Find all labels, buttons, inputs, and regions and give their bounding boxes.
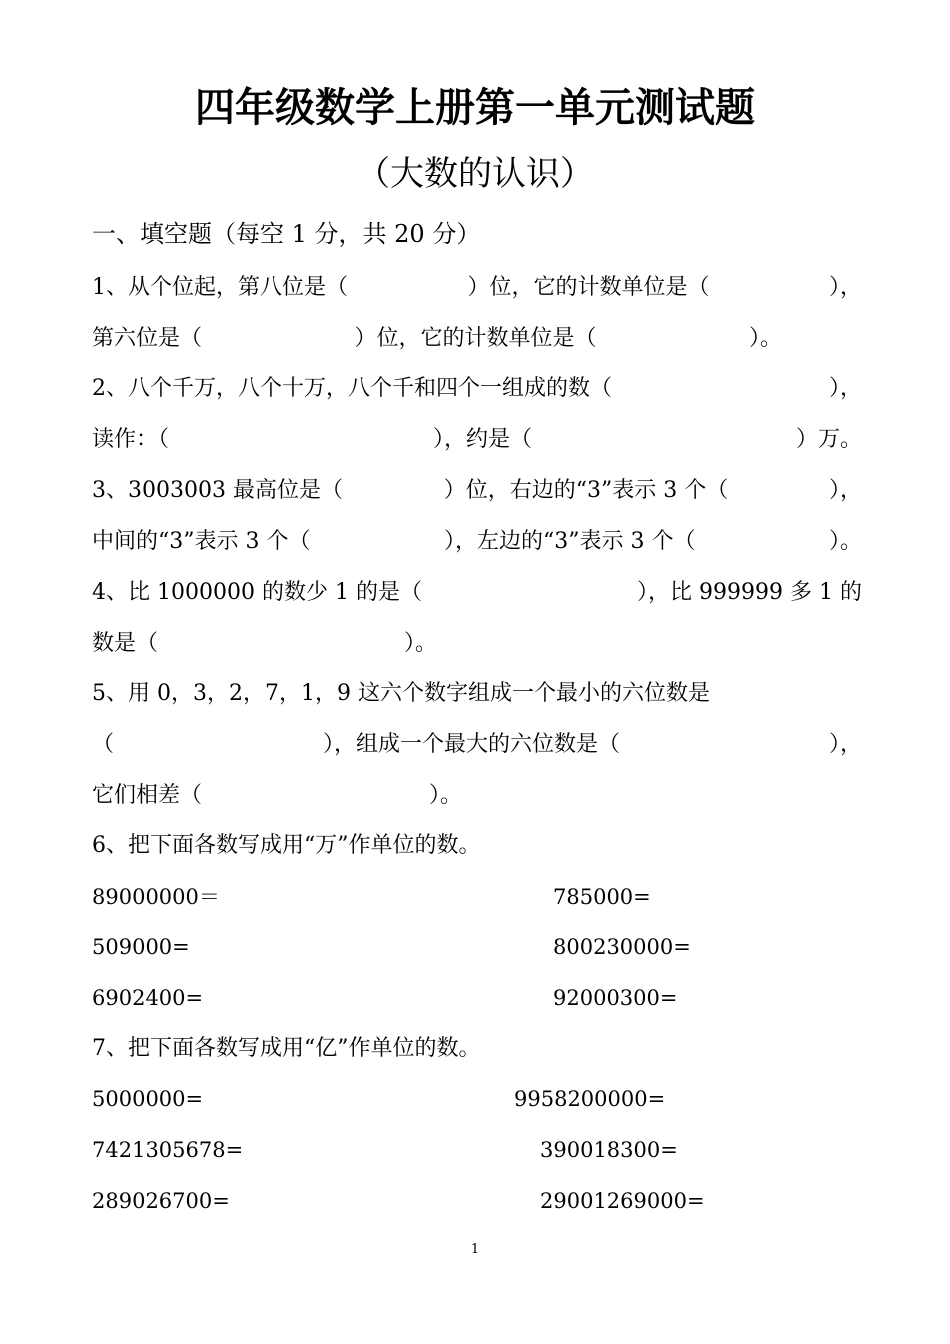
q6-item-3: 509000= <box>92 935 190 959</box>
q1-text-e: ）位，它的计数单位是（ <box>354 326 597 351</box>
question-3-line-1 <box>92 474 862 508</box>
q7-item-4: 390018300= <box>540 1138 678 1162</box>
q5-text-c: ）， <box>828 732 862 757</box>
q2-text-c: 读作：（ <box>92 427 170 452</box>
q4-text-a: 4、比 1000000 的数少 1 的是（ <box>92 580 422 605</box>
question-2-line-2 <box>92 423 862 457</box>
q3-text-d: 中间的“3”表示 3 个（ <box>92 529 311 554</box>
q6-item-6: 92000300= <box>553 986 678 1010</box>
section-heading: 一、填空题（每空 1 分，共 20 分） <box>92 220 481 248</box>
question-5-line-1: 5、用 0，3，2，7，1，9 这六个数字组成一个最小的六位数是 <box>92 681 710 706</box>
q5-text-d: 它们相差（ <box>92 783 203 808</box>
q1-text-f: ）。 <box>748 326 782 351</box>
q1-text-b: ）位，它的计数单位是（ <box>467 275 710 300</box>
q6-item-4: 800230000= <box>553 935 691 959</box>
q5-text-b: ），组成一个最大的六位数是（ <box>322 732 620 757</box>
q3-text-a: 3、3003003 最高位是（ <box>92 478 343 503</box>
question-4-line-1 <box>92 576 862 610</box>
q6-item-2: 785000= <box>553 885 651 909</box>
q5-text-a: （ <box>92 732 115 757</box>
page-title: 四年级数学上册第一单元测试题 <box>195 85 755 131</box>
q1-text-a: 1、从个位起，第八位是（ <box>92 275 348 300</box>
q7-item-3: 7421305678= <box>92 1138 244 1162</box>
q2-text-d: ），约是（ <box>432 427 532 452</box>
q1-text-c: ）， <box>828 275 862 300</box>
page-subtitle: （大数的认识） <box>356 154 594 194</box>
q6-item-5: 6902400= <box>92 986 204 1010</box>
question-5-line-2 <box>92 728 862 762</box>
q3-text-b: ）位，右边的“3”表示 3 个（ <box>443 478 729 503</box>
q2-text-b: ）， <box>828 376 862 401</box>
q1-text-d: 第六位是（ <box>92 326 203 351</box>
page-number: 1 <box>470 1242 480 1257</box>
question-5-line-3 <box>92 779 462 813</box>
question-3-line-2 <box>92 525 862 559</box>
q4-text-c: 数是（ <box>92 631 159 656</box>
q3-text-c: ）， <box>828 478 862 503</box>
q2-text-e: ）万。 <box>795 427 862 452</box>
question-1-line-1 <box>92 271 862 305</box>
q3-text-e: ），左边的“3”表示 3 个（ <box>443 529 696 554</box>
q7-item-1: 5000000= <box>92 1087 204 1111</box>
q4-text-d: ）。 <box>403 631 437 656</box>
question-1-line-2 <box>92 322 782 356</box>
q3-text-f: ）。 <box>828 529 862 554</box>
question-2-line-1 <box>92 372 862 406</box>
q7-item-2: 9958200000= <box>514 1087 666 1111</box>
q7-item-5: 289026700= <box>92 1189 230 1213</box>
q6-item-1: 89000000＝ <box>92 885 220 909</box>
q4-text-b: ），比 999999 多 1 的 <box>637 580 862 605</box>
q2-text-a: 2、八个千万，八个十万，八个千和四个一组成的数（ <box>92 376 612 401</box>
question-7-prompt: 7、把下面各数写成用“亿”作单位的数。 <box>92 1036 481 1061</box>
question-6-prompt: 6、把下面各数写成用“万”作单位的数。 <box>92 833 481 858</box>
question-4-line-2 <box>92 627 437 661</box>
q5-text-e: ）。 <box>428 783 462 808</box>
q7-item-6: 29001269000= <box>540 1189 705 1213</box>
